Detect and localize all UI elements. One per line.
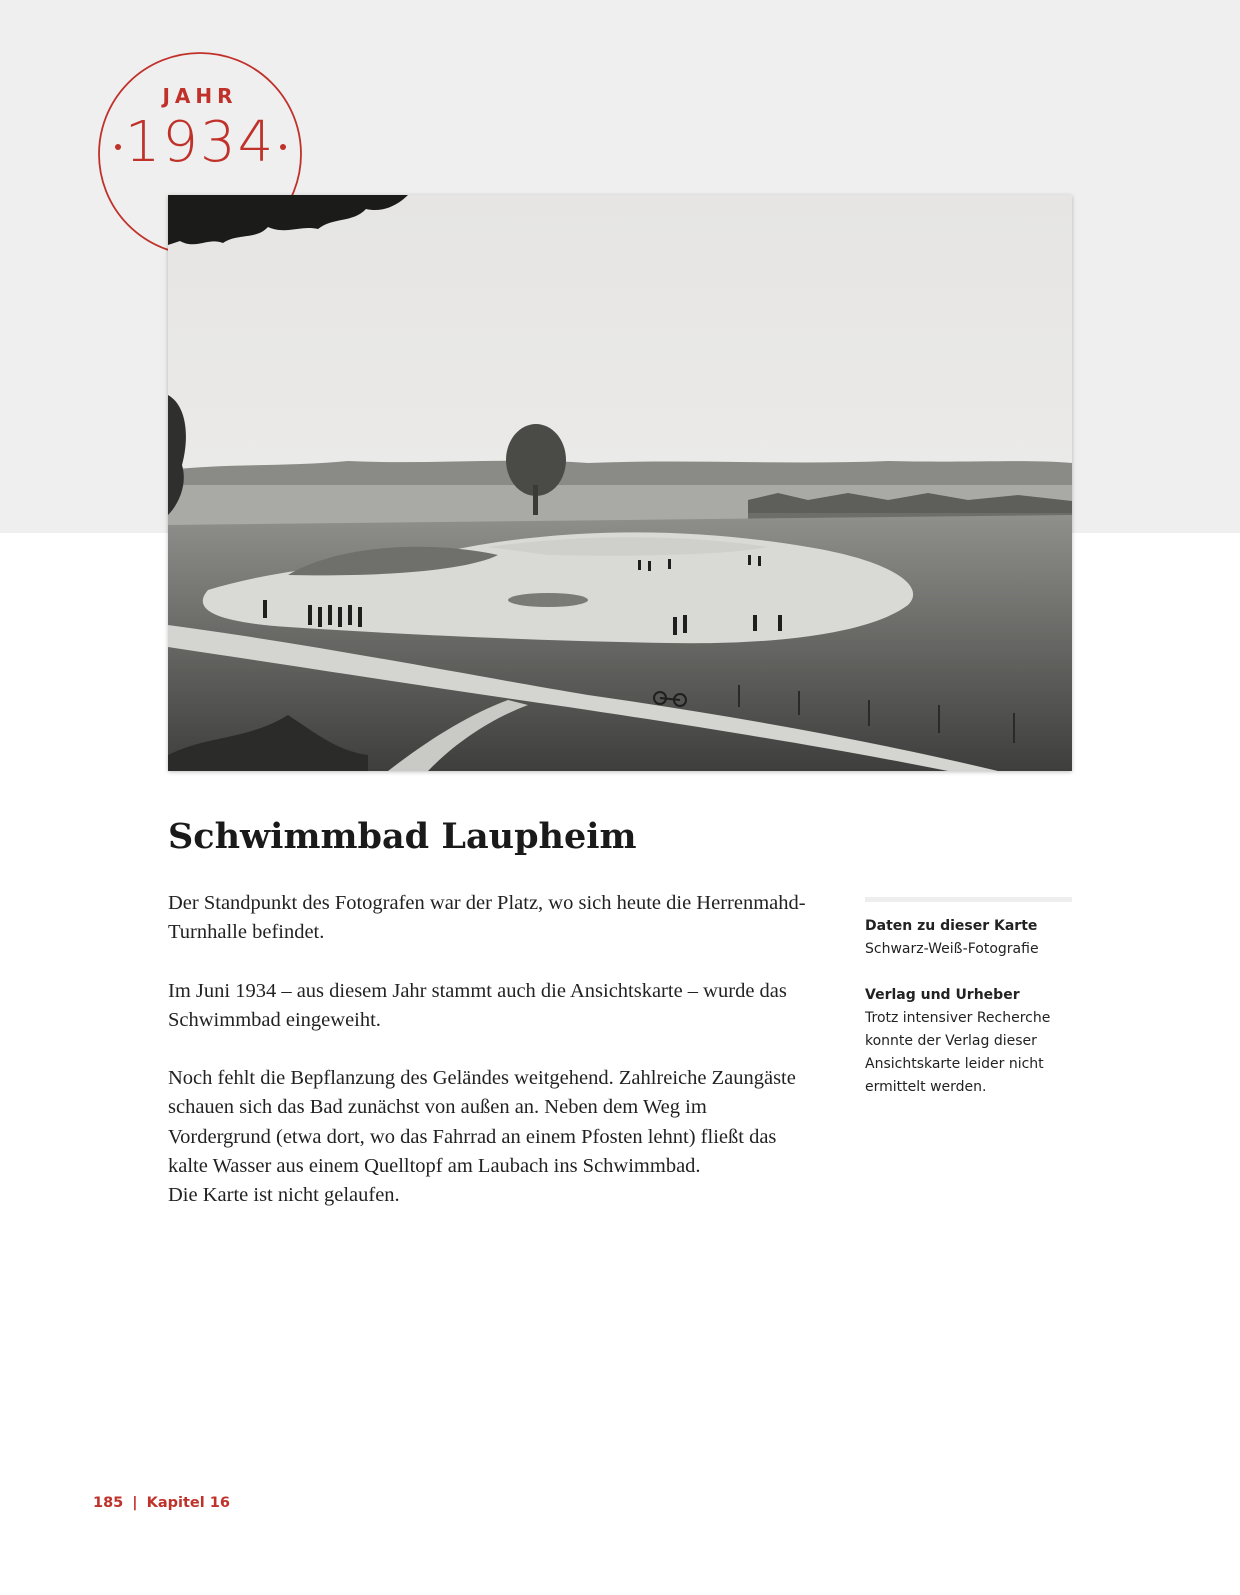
- article-body: [168, 889, 808, 1211]
- stamp-year: 1934: [124, 110, 276, 175]
- article-paragraph: Der Standpunkt des Fotografen war der Platz, wo sich heute die Herrenmahd-Turnhalle befindet.: [168, 892, 806, 944]
- stamp-label: JAHR: [162, 84, 238, 108]
- sidebar-heading: Verlag und Urheber: [865, 987, 1020, 1003]
- sidebar-block-publisher: [865, 984, 1072, 1099]
- photo-image: [168, 195, 1072, 771]
- historic-photo: [168, 195, 1072, 771]
- sidebar-block-card-data: [865, 915, 1072, 961]
- article-paragraph: Noch fehlt die Bepflanzung des Geländes weitgehend. Zahlreiche Zaungäste schauen sich das Bad zunächst von außen an. Neben dem Weg im Vordergrund (etwa dort, wo das Fahrrad an einem Pfosten lehnt) fließt das kalte Wasser aus einem Quelltopf am Laubach ins Schwimmbad.: [168, 1067, 796, 1178]
- page-footer: [93, 1495, 230, 1511]
- info-sidebar: [865, 915, 1072, 1099]
- article-title: Schwimmbad Laupheim: [168, 816, 637, 857]
- page-number: 185: [93, 1495, 124, 1511]
- article-paragraph: Im Juni 1934 – aus diesem Jahr stammt auch die Ansichtskarte – wurde das Schwimmbad eingeweiht.: [168, 979, 787, 1031]
- stamp-dot-right: [280, 144, 286, 150]
- sidebar-text: Schwarz-Weiß-Fotografie: [865, 941, 1039, 957]
- sidebar-heading: Daten zu dieser Karte: [865, 918, 1038, 934]
- footer-separator: |: [132, 1495, 138, 1511]
- sidebar-text: Trotz intensiver Recherche konnte der Verlag dieser Ansichtskarte leider nicht ermittelt werden.: [865, 1010, 1051, 1095]
- sidebar-divider: [865, 897, 1072, 902]
- chapter-label: Kapitel 16: [146, 1495, 230, 1511]
- article-paragraph: Die Karte ist nicht gelaufen.: [168, 1184, 400, 1207]
